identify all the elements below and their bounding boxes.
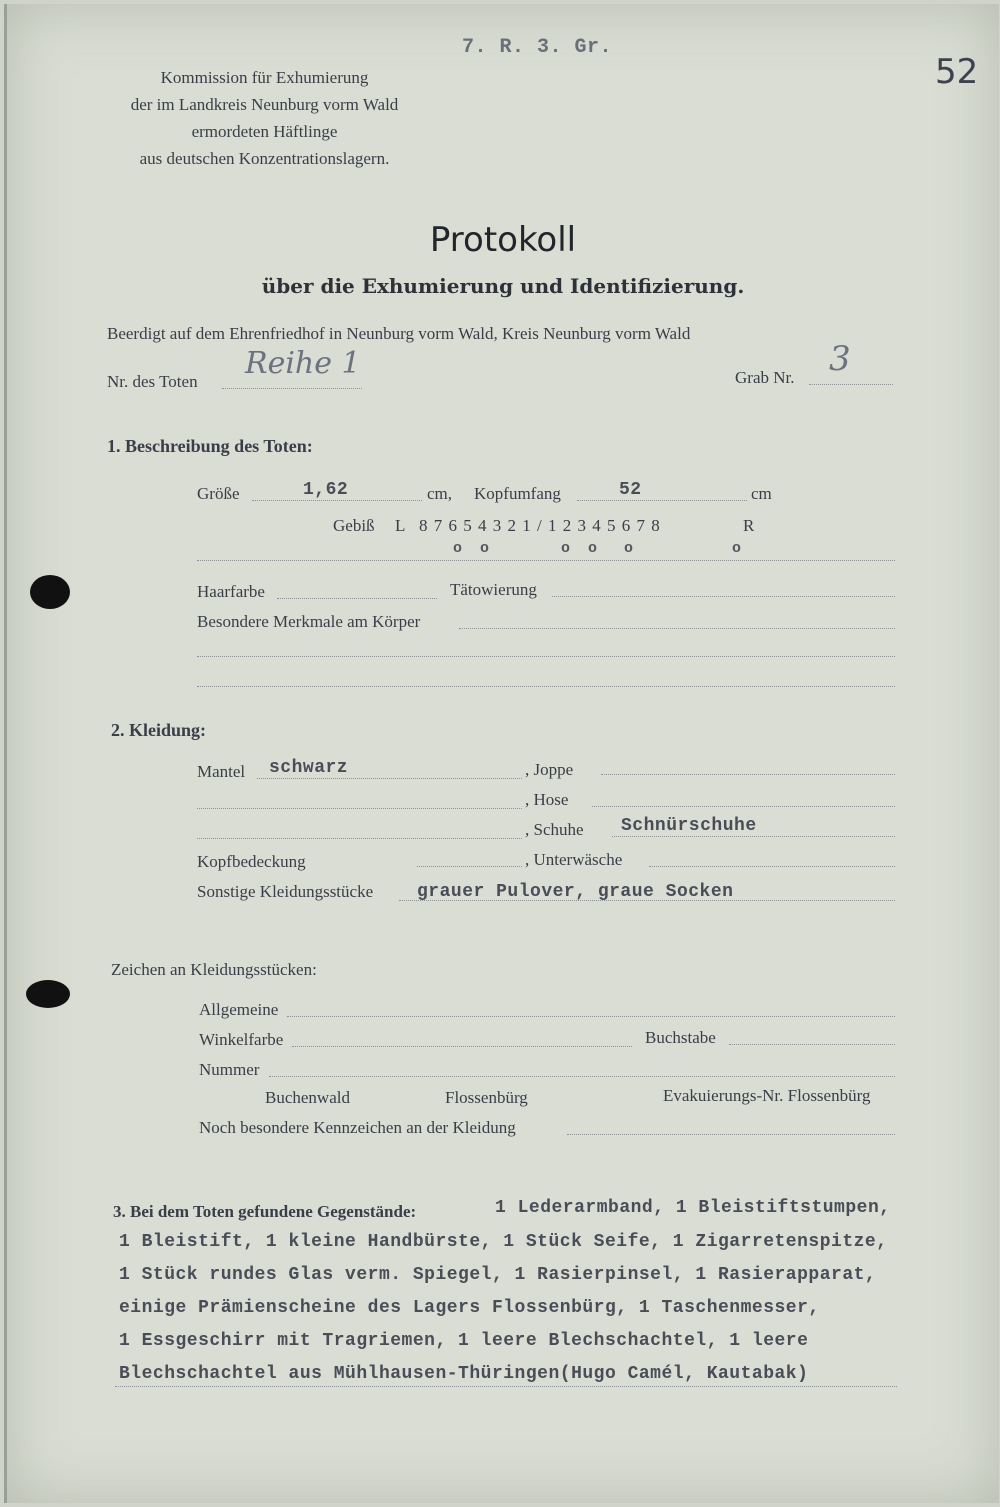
unterwaesche-label: , Unterwäsche bbox=[525, 850, 623, 869]
mantel-value: schwarz bbox=[269, 758, 349, 778]
taetowierung-label: Tätowierung bbox=[450, 580, 537, 599]
sonstige-label: Sonstige Kleidungsstücke bbox=[197, 882, 374, 901]
groesse-value: 1,62 bbox=[303, 480, 349, 500]
kennzeichen-label: Noch besondere Kennzeichen an der Kleidung bbox=[199, 1118, 516, 1137]
gebiss-teeth: 8 7 6 5 4 3 2 1 / 1 2 3 4 5 6 7 8 bbox=[419, 516, 661, 535]
kopfumfang-value: 52 bbox=[619, 480, 642, 500]
org-line: ermordeten Häftlinge bbox=[191, 122, 338, 141]
kopfbedeckung-label: Kopfbedeckung bbox=[197, 852, 306, 871]
gebiss-left: L bbox=[395, 516, 406, 535]
allgemeine-label: Allgemeine bbox=[199, 1000, 279, 1019]
schuhe-label: , Schuhe bbox=[525, 820, 584, 839]
section3-heading: 3. Bei dem Toten gefundene Gegenstände: bbox=[113, 1202, 417, 1221]
group-stamp: 7. R. 3. Gr. bbox=[462, 36, 613, 59]
haarfarbe-label: Haarfarbe bbox=[197, 582, 265, 601]
burial-location: Beerdigt auf dem Ehrenfriedhof in Neunburg vorm Wald, Kreis Neunburg vorm Wald bbox=[107, 324, 691, 343]
section2-heading: 2. Kleidung: bbox=[111, 720, 207, 740]
toten-label: Nr. des Toten bbox=[107, 372, 198, 391]
flossenbuerg-label: Flossenbürg bbox=[445, 1088, 528, 1107]
org-line: aus deutschen Konzentrationslagern. bbox=[139, 149, 390, 168]
item-line: Blechschachtel aus Mühlhausen-Thüringen(Hugo Camél, Kautabak) bbox=[119, 1364, 809, 1384]
grab-value: 3 bbox=[829, 339, 851, 379]
buchenwald-label: Buchenwald bbox=[265, 1088, 350, 1107]
kopfumfang-label: Kopfumfang bbox=[474, 484, 561, 503]
joppe-label: , Joppe bbox=[525, 760, 574, 779]
item-line: 1 Stück rundes Glas verm. Spiegel, 1 Rasierpinsel, 1 Rasierapparat, bbox=[119, 1265, 877, 1285]
hose-label: , Hose bbox=[525, 790, 569, 809]
groesse-label: Größe bbox=[197, 484, 240, 503]
gebiss-label: Gebiß bbox=[333, 516, 375, 535]
gebiss-right: R bbox=[743, 516, 755, 535]
page-number: 52 bbox=[935, 52, 979, 92]
org-line: Kommission für Exhumierung bbox=[160, 68, 369, 87]
item-line: 1 Essgeschirr mit Tragriemen, 1 leere Blechschachtel, 1 leere bbox=[119, 1331, 809, 1351]
buchstabe-label: Buchstabe bbox=[645, 1028, 716, 1047]
mantel-label: Mantel bbox=[197, 762, 246, 781]
page-title: Protokoll bbox=[429, 220, 577, 260]
zeichen-heading: Zeichen an Kleidungsstücken: bbox=[111, 960, 317, 979]
document-page bbox=[4, 4, 999, 1503]
item-line: 1 Lederarmband, 1 Bleistiftstumpen, bbox=[495, 1198, 891, 1218]
cm-unit: cm bbox=[751, 484, 772, 503]
tooth-marks: o o o o o o bbox=[453, 540, 742, 557]
cm-unit: cm, bbox=[427, 484, 453, 503]
item-line: 1 Bleistift, 1 kleine Handbürste, 1 Stück Seife, 1 Zigarretenspitze, bbox=[119, 1232, 888, 1252]
evakuierung-label: Evakuierungs-Nr. Flossenbürg bbox=[663, 1086, 871, 1105]
grab-label: Grab Nr. bbox=[735, 368, 795, 387]
section1-heading: 1. Beschreibung des Toten: bbox=[107, 436, 313, 456]
item-line: einige Prämienscheine des Lagers Flossenbürg, 1 Taschenmesser, bbox=[119, 1298, 820, 1318]
nummer-label: Nummer bbox=[199, 1060, 260, 1079]
punch-hole bbox=[26, 980, 70, 1008]
punch-hole bbox=[30, 575, 70, 609]
page-subtitle: über die Exhumierung und Identifizierung. bbox=[261, 274, 745, 298]
org-line: der im Landkreis Neunburg vorm Wald bbox=[130, 95, 399, 114]
organization-block bbox=[97, 64, 432, 172]
merkmale-label: Besondere Merkmale am Körper bbox=[197, 612, 421, 631]
sonstige-value: grauer Pulover, graue Socken bbox=[417, 882, 734, 902]
toten-value: Reihe 1 bbox=[245, 346, 361, 381]
winkelfarbe-label: Winkelfarbe bbox=[199, 1030, 284, 1049]
schuhe-value: Schnürschuhe bbox=[621, 816, 757, 836]
